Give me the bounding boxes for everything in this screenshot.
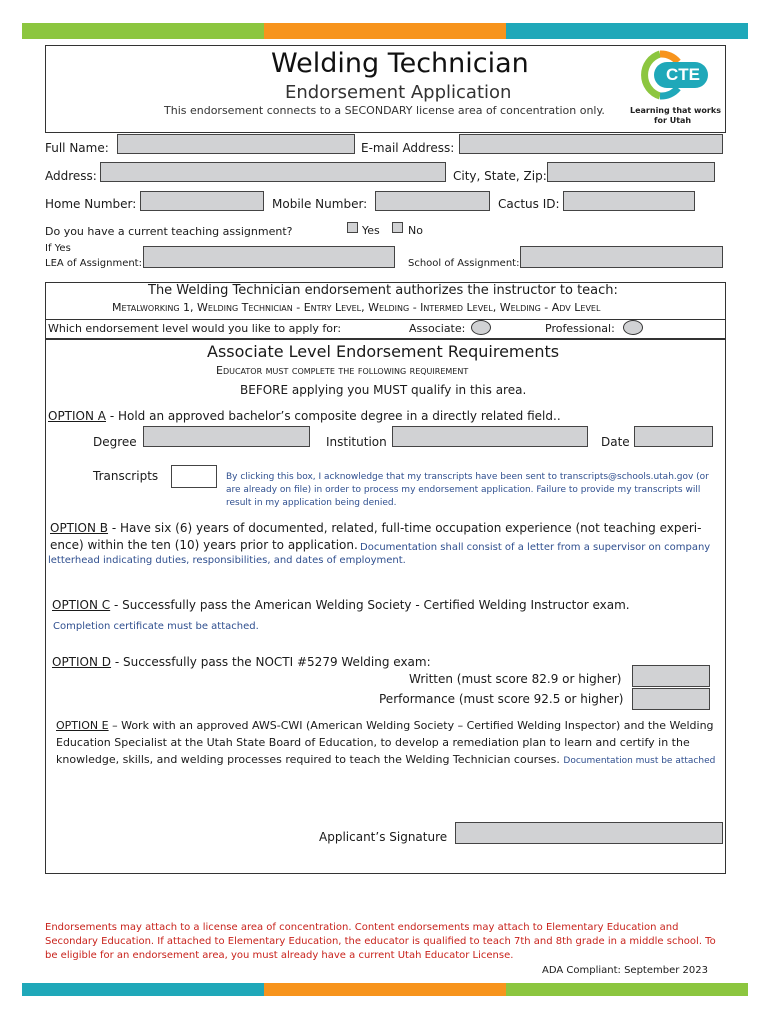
- home-number-label: Home Number:: [45, 197, 137, 211]
- degree-field[interactable]: [143, 426, 310, 447]
- authorization-line1: The Welding Technician endorsement authorizes the instructor to teach:: [148, 283, 618, 298]
- requirements-heading: Associate Level Endorsement Requirements: [207, 342, 560, 361]
- cactus-id-field[interactable]: [563, 191, 695, 211]
- top-bar-teal: [506, 23, 748, 39]
- institution-field[interactable]: [392, 426, 588, 447]
- page-title: Welding Technician: [271, 48, 529, 79]
- if-yes-label: If Yes: [45, 243, 71, 254]
- full-name-label: Full Name:: [45, 141, 109, 155]
- top-color-bar: [22, 23, 748, 39]
- no-checkbox[interactable]: [392, 222, 403, 233]
- yes-checkbox[interactable]: [347, 222, 358, 233]
- transcripts-checkbox[interactable]: [171, 465, 217, 488]
- cactus-id-label: Cactus ID:: [498, 197, 560, 211]
- address-label: Address:: [45, 169, 97, 183]
- lea-label: LEA of Assignment:: [45, 258, 142, 269]
- no-label: No: [408, 224, 423, 237]
- associate-radio[interactable]: [471, 320, 491, 335]
- full-name-field[interactable]: [117, 134, 355, 154]
- transcripts-label: Transcripts: [93, 469, 159, 483]
- mobile-number-label: Mobile Number:: [272, 197, 368, 211]
- lea-field[interactable]: [143, 246, 395, 268]
- option-c-note: Completion certificate must be attached.: [53, 621, 259, 632]
- bottom-bar-green: [506, 983, 748, 996]
- option-a: [48, 408, 561, 425]
- option-b-text: - Have six (6) years of documented, related, full-time occupation experience (not teaching experi-ence) within the ten (10) years prior to application.: [50, 521, 702, 552]
- home-number-field[interactable]: [140, 191, 264, 211]
- option-b-note: Documentation shall consist of a letter from a supervisor on company letterhead indicating duties, responsibilities, and dates of employment.: [48, 542, 711, 566]
- professional-label: Professional:: [545, 322, 615, 335]
- institution-label: Institution: [326, 435, 387, 449]
- bottom-bar-teal: [22, 983, 264, 996]
- yes-label: Yes: [362, 224, 380, 237]
- signature-field[interactable]: [455, 822, 723, 844]
- school-label: School of Assignment:: [408, 258, 520, 269]
- signature-label: Applicant’s Signature: [319, 830, 448, 844]
- option-e: [56, 717, 716, 770]
- cte-logo-text: CTE: [666, 65, 700, 84]
- bottom-color-bar: [22, 983, 748, 996]
- top-bar-orange: [264, 23, 506, 39]
- city-field[interactable]: [547, 162, 715, 182]
- requirements-sub1: Educator must complete the following requirement: [216, 364, 469, 377]
- option-a-label: OPTION A: [48, 409, 106, 423]
- option-d: [52, 654, 431, 671]
- school-field[interactable]: [520, 246, 723, 268]
- mobile-number-field[interactable]: [375, 191, 490, 211]
- option-c-label: OPTION C: [52, 598, 111, 612]
- date-field[interactable]: [634, 426, 713, 447]
- option-a-text: - Hold an approved bachelor’s composite degree in a directly related field..: [106, 409, 561, 423]
- written-label: Written (must score 82.9 or higher): [409, 672, 622, 686]
- transcripts-note: By clicking this box, I acknowledge that my transcripts have been sent to transcripts@schools.utah.gov (or are already on file) in order to process my endorsement application. Failure to provide my transcripts will result in my application being denied.: [226, 472, 709, 508]
- authorization-courses: Metalworking 1, Welding Technician - Entry Level, Welding - Intermed Level, Welding - Adv Level: [112, 301, 601, 314]
- date-label: Date: [601, 435, 630, 449]
- degree-label: Degree: [93, 435, 137, 449]
- performance-label: Performance (must score 92.5 or higher): [379, 692, 624, 706]
- page-subtitle: Endorsement Application: [285, 82, 512, 103]
- requirements-sub2: BEFORE applying you MUST qualify in this area.: [240, 383, 527, 397]
- logo-tagline-1: Learning that works: [630, 106, 721, 115]
- option-b-label: OPTION B: [50, 521, 109, 535]
- option-c-text: - Successfully pass the American Welding Society - Certified Welding Instructor exam.: [110, 598, 630, 612]
- logo-tagline-2: for Utah: [654, 116, 692, 125]
- ada-compliant: ADA Compliant: September 2023: [542, 965, 708, 976]
- level-question: Which endorsement level would you like to apply for:: [48, 322, 342, 335]
- associate-label: Associate:: [409, 322, 466, 335]
- cte-logo: [630, 50, 721, 128]
- city-label: City, State, Zip:: [453, 169, 547, 183]
- option-e-note: Documentation must be attached: [563, 756, 716, 766]
- email-field[interactable]: [459, 134, 723, 154]
- option-d-text: - Successfully pass the NOCTI #5279 Welding exam:: [111, 655, 431, 669]
- footer-note: Endorsements may attach to a license area of concentration. Content endorsements may attach to Elementary Education and Secondary Education. If attached to Elementary Education, the educator is qualified to teach 7th and 8th grade in a middle school. To be eligible for an endorsement area, you must already have a current Utah Educator License.: [45, 922, 716, 961]
- top-bar-green: [22, 23, 264, 39]
- option-e-text: – Work with an approved AWS-CWI (American Welding Society – Certified Welding Inspector) and the Welding Education Specialist at the Utah State Board of Education, to develop a remediation plan to learn and certify in the knowledge, skills, and welding processes required to teach the Welding Technician courses.: [56, 719, 714, 766]
- secondary-note: This endorsement connects to a SECONDARY license area of concentration only.: [164, 104, 605, 117]
- email-label: E-mail Address:: [361, 141, 455, 155]
- bottom-bar-orange: [264, 983, 506, 996]
- option-c: [52, 597, 630, 614]
- address-field[interactable]: [100, 162, 446, 182]
- teaching-question: Do you have a current teaching assignment?: [45, 225, 293, 238]
- professional-radio[interactable]: [623, 320, 643, 335]
- performance-score-field[interactable]: [632, 688, 710, 710]
- written-score-field[interactable]: [632, 665, 710, 687]
- option-e-label: OPTION E: [56, 719, 109, 732]
- option-d-label: OPTION D: [52, 655, 112, 669]
